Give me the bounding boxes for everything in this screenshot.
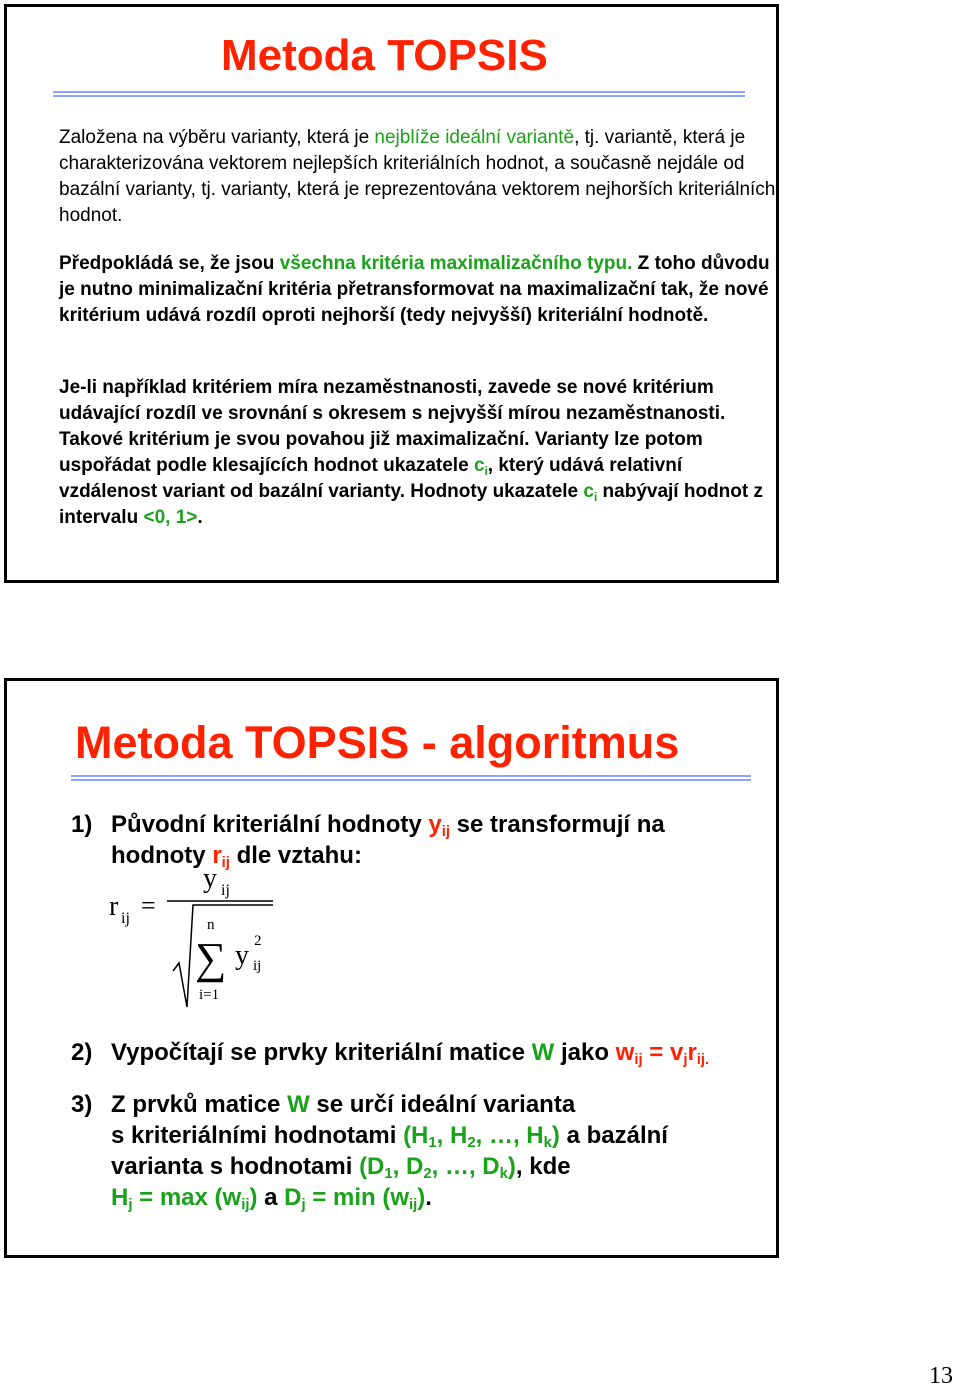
formula-equals: = — [141, 891, 156, 920]
text: . — [197, 507, 203, 528]
slide-topsis-algorithm — [4, 678, 779, 1258]
normalization-formula — [103, 867, 283, 1017]
highlight-text: všechna kritéria maximalizačního typu. — [279, 253, 633, 274]
title-underline — [53, 91, 745, 97]
slide-topsis-intro — [4, 4, 779, 583]
step-number: 2) — [71, 1039, 93, 1066]
title-underline — [71, 775, 751, 781]
text: , tj. variantě, která je charakterizována vektorem nejlepších kriteriálních hodnot, a současně nejdále od bazální varianty, tj. varianty, která je reprezentována vektorem nejhorších kriteriálních hodnot. — [59, 127, 776, 226]
formula-numerator-sub: ij — [221, 882, 230, 899]
step-1 — [71, 809, 761, 873]
paragraph-definition — [59, 125, 779, 229]
page-number: 13 — [929, 1363, 953, 1389]
formula-lhs-sub: ij — [121, 910, 130, 927]
text: Předpokládá se, že jsou — [59, 253, 280, 274]
formula-lhs: r — [109, 891, 119, 922]
step-text-line: Z prvků matice W se určí ideální varianta — [111, 1091, 576, 1118]
text: , který udává relativní vzdálenost variant od bazální varianty. Hodnoty ukazatele — [59, 455, 683, 502]
step-2 — [71, 1037, 771, 1071]
paragraph-example — [59, 375, 779, 531]
sum-symbol: ∑ — [195, 934, 227, 983]
step-text-line: $H_j = \max (w_{ij})$ a $D_j = \min (w_{ij})$. — [111, 1184, 432, 1213]
step-number: 3) — [71, 1091, 93, 1118]
step-text-line: Původní kriteriální hodnoty $y_{ij}$ se transformují na — [111, 811, 665, 840]
formula-numerator: y — [203, 867, 217, 894]
text: Založena na výběru varianty, která je — [59, 127, 375, 148]
step-text-line: varianta s hodnotami ($D_1$, $D_2$, …, $D_k$), kde — [111, 1153, 571, 1182]
text: Je-li například kritériem míra nezaměstnanosti, zavede se nové kritérium udávající rozdíl ve srovnání s okresem s nejvyšší mírou nezaměstnanosti. Takové kritérium je svou povahou již maximalizační. Varianty lze potom uspořádat podle klesajících hodnot ukazatele — [59, 377, 726, 476]
slide-title: Metoda TOPSIS - algoritmus — [75, 717, 680, 768]
sum-lower-limit: i=1 — [199, 987, 220, 1003]
symbol-c: $c_i$ — [473, 455, 488, 478]
step-number: 1) — [71, 811, 93, 838]
paragraph-assumption — [59, 251, 779, 329]
interval: <0, 1> — [143, 507, 198, 528]
text: nabývají hodnot z intervalu — [59, 481, 763, 528]
sum-upper-limit: n — [207, 917, 215, 933]
formula-denominator: y — [235, 940, 249, 971]
symbol-c: $c_i$ — [583, 481, 598, 504]
text: Z toho důvodu je nutno minimalizační kritéria přetransformovat na maximalizační tak, že nové kritérium udává rozdíl oproti nejhorší (tedy nejvyšší) kriteriální hodnotě. — [59, 253, 770, 326]
slide-title: Metoda TOPSIS — [221, 31, 548, 80]
highlight-text: nejblíže ideální variantě — [374, 127, 575, 148]
step-text-line: s kriteriálními hodnotami ($H_1$, $H_2$, …, $H_k$) a bazální — [111, 1122, 668, 1151]
step-text-line: hodnoty $r_{ij}$ dle vztahu: — [111, 842, 362, 871]
step-text-line: Vypočítají se prvky kriteriální matice W jako $w_{ij} = v_jr_{ij.}$ — [111, 1039, 710, 1068]
step-3 — [71, 1089, 771, 1219]
formula-denominator-sup: 2 — [254, 933, 262, 949]
formula-denominator-sub: ij — [253, 958, 262, 974]
